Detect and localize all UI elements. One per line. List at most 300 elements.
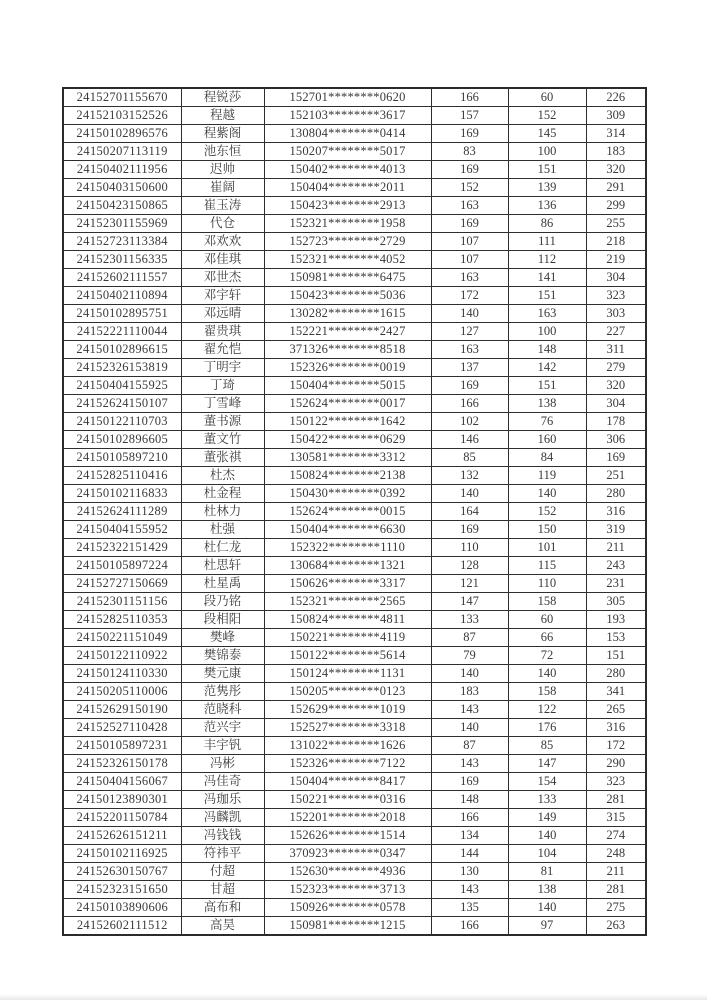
table-row — [63, 899, 646, 917]
score-2-cell: 100 — [508, 143, 586, 161]
table-row — [63, 557, 646, 575]
total-score-cell: 315 — [586, 809, 646, 827]
score-1-cell: 166 — [431, 88, 508, 107]
candidate-name-cell: 丁明宇 — [181, 359, 264, 377]
score-2-cell: 100 — [508, 323, 586, 341]
score-1-cell: 132 — [431, 467, 508, 485]
total-score-cell: 306 — [586, 431, 646, 449]
exam-number-cell: 24150102116833 — [63, 485, 181, 503]
id-number-masked-cell: 152322********1110 — [264, 539, 431, 557]
id-number-masked-cell: 150205********0123 — [264, 683, 431, 701]
exam-number-cell: 24150102116925 — [63, 845, 181, 863]
candidate-name-cell: 池东恒 — [181, 143, 264, 161]
total-score-cell: 169 — [586, 449, 646, 467]
exam-number-cell: 24150102896615 — [63, 341, 181, 359]
table-row — [63, 233, 646, 251]
exam-number-cell: 24150221151049 — [63, 629, 181, 647]
candidate-name-cell: 杜杰 — [181, 467, 264, 485]
exam-number-cell: 24150122110922 — [63, 647, 181, 665]
score-1-cell: 152 — [431, 179, 508, 197]
candidate-name-cell: 邓世杰 — [181, 269, 264, 287]
total-score-cell: 320 — [586, 377, 646, 395]
score-1-cell: 110 — [431, 539, 508, 557]
candidate-name-cell: 杜星禹 — [181, 575, 264, 593]
table-row — [63, 215, 646, 233]
candidate-name-cell: 翟贵琪 — [181, 323, 264, 341]
table-row — [63, 629, 646, 647]
table-row — [63, 809, 646, 827]
candidate-name-cell: 董书源 — [181, 413, 264, 431]
score-1-cell: 169 — [431, 161, 508, 179]
score-1-cell: 143 — [431, 701, 508, 719]
exam-number-cell: 24152629150190 — [63, 701, 181, 719]
candidate-name-cell: 段相阳 — [181, 611, 264, 629]
table-row — [63, 377, 646, 395]
score-2-cell: 85 — [508, 737, 586, 755]
score-2-cell: 141 — [508, 269, 586, 287]
score-2-cell: 151 — [508, 377, 586, 395]
candidate-name-cell: 冯麟凯 — [181, 809, 264, 827]
score-2-cell: 122 — [508, 701, 586, 719]
score-1-cell: 133 — [431, 611, 508, 629]
score-1-cell: 169 — [431, 521, 508, 539]
exam-number-cell: 24150207113119 — [63, 143, 181, 161]
exam-number-cell: 24152723113384 — [63, 233, 181, 251]
total-score-cell: 303 — [586, 305, 646, 323]
candidate-name-cell: 崔阔 — [181, 179, 264, 197]
total-score-cell: 218 — [586, 233, 646, 251]
table-row — [63, 827, 646, 845]
id-number-masked-cell: 152323********3713 — [264, 881, 431, 899]
candidate-name-cell: 程锐莎 — [181, 88, 264, 107]
candidate-name-cell: 甘超 — [181, 881, 264, 899]
total-score-cell: 183 — [586, 143, 646, 161]
table-row — [63, 917, 646, 936]
score-1-cell: 163 — [431, 269, 508, 287]
table-row — [63, 719, 646, 737]
score-2-cell: 86 — [508, 215, 586, 233]
score-1-cell: 107 — [431, 251, 508, 269]
table-row — [63, 611, 646, 629]
candidate-name-cell: 杜仁龙 — [181, 539, 264, 557]
exam-number-cell: 24152626151211 — [63, 827, 181, 845]
table-row — [63, 503, 646, 521]
total-score-cell: 304 — [586, 269, 646, 287]
score-2-cell: 101 — [508, 539, 586, 557]
score-2-cell: 112 — [508, 251, 586, 269]
score-1-cell: 146 — [431, 431, 508, 449]
id-number-masked-cell: 131022********1626 — [264, 737, 431, 755]
total-score-cell: 279 — [586, 359, 646, 377]
total-score-cell: 219 — [586, 251, 646, 269]
table-row — [63, 287, 646, 305]
id-number-masked-cell: 152701********0620 — [264, 88, 431, 107]
total-score-cell: 274 — [586, 827, 646, 845]
exam-number-cell: 24152221110044 — [63, 323, 181, 341]
exam-number-cell: 24150102896576 — [63, 125, 181, 143]
score-1-cell: 166 — [431, 917, 508, 936]
total-score-cell: 248 — [586, 845, 646, 863]
table-row — [63, 539, 646, 557]
score-2-cell: 119 — [508, 467, 586, 485]
score-2-cell: 142 — [508, 359, 586, 377]
table-row — [63, 143, 646, 161]
score-1-cell: 83 — [431, 143, 508, 161]
score-2-cell: 110 — [508, 575, 586, 593]
table-row — [63, 593, 646, 611]
exam-number-cell: 24150402111956 — [63, 161, 181, 179]
score-2-cell: 151 — [508, 161, 586, 179]
exam-number-cell: 24150423150865 — [63, 197, 181, 215]
total-score-cell: 281 — [586, 881, 646, 899]
total-score-cell: 263 — [586, 917, 646, 936]
score-2-cell: 158 — [508, 593, 586, 611]
score-1-cell: 135 — [431, 899, 508, 917]
candidate-name-cell: 邓欢欢 — [181, 233, 264, 251]
table-row — [63, 845, 646, 863]
total-score-cell: 231 — [586, 575, 646, 593]
score-2-cell: 154 — [508, 773, 586, 791]
score-1-cell: 144 — [431, 845, 508, 863]
id-number-masked-cell: 130804********0414 — [264, 125, 431, 143]
candidate-name-cell: 樊峰 — [181, 629, 264, 647]
candidate-name-cell: 樊锦泰 — [181, 647, 264, 665]
score-table — [62, 87, 647, 936]
score-2-cell: 72 — [508, 647, 586, 665]
table-row — [63, 485, 646, 503]
table-row — [63, 773, 646, 791]
candidate-name-cell: 丁雪峰 — [181, 395, 264, 413]
id-number-masked-cell: 152321********4052 — [264, 251, 431, 269]
candidate-name-cell: 冯彬 — [181, 755, 264, 773]
candidate-name-cell: 邓远晴 — [181, 305, 264, 323]
table-row — [63, 467, 646, 485]
score-2-cell: 140 — [508, 485, 586, 503]
total-score-cell: 323 — [586, 287, 646, 305]
candidate-name-cell: 程越 — [181, 107, 264, 125]
id-number-masked-cell: 152723********2729 — [264, 233, 431, 251]
total-score-cell: 172 — [586, 737, 646, 755]
total-score-cell: 341 — [586, 683, 646, 701]
candidate-name-cell: 邓宇轩 — [181, 287, 264, 305]
candidate-name-cell: 冯珈乐 — [181, 791, 264, 809]
table-row — [63, 755, 646, 773]
score-1-cell: 147 — [431, 593, 508, 611]
exam-number-cell: 24152323151650 — [63, 881, 181, 899]
exam-number-cell: 24152825110416 — [63, 467, 181, 485]
score-2-cell: 133 — [508, 791, 586, 809]
score-1-cell: 164 — [431, 503, 508, 521]
id-number-masked-cell: 150404********2011 — [264, 179, 431, 197]
exam-number-cell: 24150105897210 — [63, 449, 181, 467]
score-1-cell: 107 — [431, 233, 508, 251]
exam-number-cell: 24152630150767 — [63, 863, 181, 881]
total-score-cell: 227 — [586, 323, 646, 341]
score-2-cell: 60 — [508, 611, 586, 629]
id-number-masked-cell: 130282********1615 — [264, 305, 431, 323]
table-row — [63, 179, 646, 197]
exam-number-cell: 24150205110006 — [63, 683, 181, 701]
id-number-masked-cell: 150122********5614 — [264, 647, 431, 665]
id-number-masked-cell: 150124********1131 — [264, 665, 431, 683]
exam-number-cell: 24152103152526 — [63, 107, 181, 125]
total-score-cell: 290 — [586, 755, 646, 773]
table-row — [63, 197, 646, 215]
total-score-cell: 314 — [586, 125, 646, 143]
table-row — [63, 413, 646, 431]
candidate-name-cell: 丁琦 — [181, 377, 264, 395]
exam-number-cell: 24150103890606 — [63, 899, 181, 917]
table-row — [63, 341, 646, 359]
id-number-masked-cell: 150626********3317 — [264, 575, 431, 593]
exam-number-cell: 24152727150669 — [63, 575, 181, 593]
id-number-masked-cell: 150402********4013 — [264, 161, 431, 179]
exam-number-cell: 24150403150600 — [63, 179, 181, 197]
exam-number-cell: 24150102896605 — [63, 431, 181, 449]
exam-number-cell: 24152301151156 — [63, 593, 181, 611]
id-number-masked-cell: 152221********2427 — [264, 323, 431, 341]
score-1-cell: 134 — [431, 827, 508, 845]
exam-number-cell: 24152326153819 — [63, 359, 181, 377]
candidate-name-cell: 高布和 — [181, 899, 264, 917]
id-number-masked-cell: 150122********1642 — [264, 413, 431, 431]
table-row — [63, 647, 646, 665]
candidate-name-cell: 冯佳奇 — [181, 773, 264, 791]
table-row — [63, 431, 646, 449]
score-2-cell: 151 — [508, 287, 586, 305]
table-row — [63, 125, 646, 143]
score-2-cell: 152 — [508, 107, 586, 125]
exam-number-cell: 24152624111289 — [63, 503, 181, 521]
exam-number-cell: 24152602111512 — [63, 917, 181, 936]
candidate-name-cell: 翟允恺 — [181, 341, 264, 359]
candidate-name-cell: 崔玉涛 — [181, 197, 264, 215]
score-table-body — [63, 88, 646, 935]
id-number-masked-cell: 152624********0015 — [264, 503, 431, 521]
score-1-cell: 143 — [431, 755, 508, 773]
candidate-name-cell: 杜强 — [181, 521, 264, 539]
id-number-masked-cell: 371326********8518 — [264, 341, 431, 359]
total-score-cell: 311 — [586, 341, 646, 359]
score-2-cell: 76 — [508, 413, 586, 431]
id-number-masked-cell: 150824********2138 — [264, 467, 431, 485]
id-number-masked-cell: 150981********1215 — [264, 917, 431, 936]
score-2-cell: 139 — [508, 179, 586, 197]
total-score-cell: 275 — [586, 899, 646, 917]
candidate-name-cell: 杜思轩 — [181, 557, 264, 575]
candidate-name-cell: 冯钱钱 — [181, 827, 264, 845]
total-score-cell: 316 — [586, 503, 646, 521]
exam-number-cell: 24152825110353 — [63, 611, 181, 629]
score-1-cell: 127 — [431, 323, 508, 341]
exam-number-cell: 24152602111557 — [63, 269, 181, 287]
table-row — [63, 683, 646, 701]
score-2-cell: 158 — [508, 683, 586, 701]
id-number-masked-cell: 150423********2913 — [264, 197, 431, 215]
score-2-cell: 140 — [508, 899, 586, 917]
candidate-name-cell: 丰宇钒 — [181, 737, 264, 755]
exam-number-cell: 24152527110428 — [63, 719, 181, 737]
total-score-cell: 211 — [586, 539, 646, 557]
total-score-cell: 280 — [586, 485, 646, 503]
id-number-masked-cell: 130684********1321 — [264, 557, 431, 575]
table-row — [63, 881, 646, 899]
total-score-cell: 226 — [586, 88, 646, 107]
total-score-cell: 316 — [586, 719, 646, 737]
score-2-cell: 138 — [508, 881, 586, 899]
score-1-cell: 148 — [431, 791, 508, 809]
exam-number-cell: 24150102895751 — [63, 305, 181, 323]
table-row — [63, 269, 646, 287]
table-row — [63, 575, 646, 593]
score-1-cell: 87 — [431, 629, 508, 647]
table-row — [63, 665, 646, 683]
score-1-cell: 140 — [431, 305, 508, 323]
total-score-cell: 251 — [586, 467, 646, 485]
score-1-cell: 169 — [431, 773, 508, 791]
candidate-name-cell: 符祎平 — [181, 845, 264, 863]
total-score-cell: 280 — [586, 665, 646, 683]
score-2-cell: 152 — [508, 503, 586, 521]
exam-number-cell: 24150124110330 — [63, 665, 181, 683]
total-score-cell: 309 — [586, 107, 646, 125]
score-1-cell: 157 — [431, 107, 508, 125]
score-1-cell: 169 — [431, 215, 508, 233]
score-1-cell: 128 — [431, 557, 508, 575]
id-number-masked-cell: 150404********5015 — [264, 377, 431, 395]
table-row — [63, 791, 646, 809]
score-2-cell: 149 — [508, 809, 586, 827]
exam-number-cell: 24150404155925 — [63, 377, 181, 395]
total-score-cell: 243 — [586, 557, 646, 575]
candidate-name-cell: 程紫阁 — [181, 125, 264, 143]
score-2-cell: 148 — [508, 341, 586, 359]
id-number-masked-cell: 150207********5017 — [264, 143, 431, 161]
score-1-cell: 163 — [431, 341, 508, 359]
id-number-masked-cell: 152630********4936 — [264, 863, 431, 881]
score-1-cell: 130 — [431, 863, 508, 881]
id-number-masked-cell: 150404********6630 — [264, 521, 431, 539]
score-1-cell: 140 — [431, 719, 508, 737]
candidate-name-cell: 董张祺 — [181, 449, 264, 467]
exam-number-cell: 24150122110703 — [63, 413, 181, 431]
total-score-cell: 323 — [586, 773, 646, 791]
id-number-masked-cell: 152629********1019 — [264, 701, 431, 719]
exam-number-cell: 24152301156335 — [63, 251, 181, 269]
score-1-cell: 102 — [431, 413, 508, 431]
exam-number-cell: 24152322151429 — [63, 539, 181, 557]
id-number-masked-cell: 152527********3318 — [264, 719, 431, 737]
score-1-cell: 140 — [431, 485, 508, 503]
candidate-name-cell: 代仓 — [181, 215, 264, 233]
candidate-name-cell: 范隽彤 — [181, 683, 264, 701]
score-2-cell: 145 — [508, 125, 586, 143]
table-row — [63, 323, 646, 341]
id-number-masked-cell: 130581********3312 — [264, 449, 431, 467]
score-2-cell: 111 — [508, 233, 586, 251]
id-number-masked-cell: 150926********0578 — [264, 899, 431, 917]
table-row — [63, 161, 646, 179]
id-number-masked-cell: 152626********1514 — [264, 827, 431, 845]
score-1-cell: 183 — [431, 683, 508, 701]
table-row — [63, 701, 646, 719]
score-1-cell: 166 — [431, 395, 508, 413]
id-number-masked-cell: 152201********2018 — [264, 809, 431, 827]
exam-number-cell: 24152201150784 — [63, 809, 181, 827]
score-1-cell: 143 — [431, 881, 508, 899]
table-row — [63, 107, 646, 125]
candidate-name-cell: 范兴宇 — [181, 719, 264, 737]
candidate-name-cell: 邓佳琪 — [181, 251, 264, 269]
candidate-name-cell: 范晓科 — [181, 701, 264, 719]
candidate-name-cell: 杜林力 — [181, 503, 264, 521]
score-1-cell: 79 — [431, 647, 508, 665]
candidate-name-cell: 樊元康 — [181, 665, 264, 683]
table-row — [63, 88, 646, 107]
id-number-masked-cell: 150430********0392 — [264, 485, 431, 503]
exam-number-cell: 24150404155952 — [63, 521, 181, 539]
total-score-cell: 281 — [586, 791, 646, 809]
candidate-name-cell: 付超 — [181, 863, 264, 881]
score-1-cell: 169 — [431, 377, 508, 395]
candidate-name-cell: 杜金程 — [181, 485, 264, 503]
exam-number-cell: 24150402110894 — [63, 287, 181, 305]
score-2-cell: 150 — [508, 521, 586, 539]
id-number-masked-cell: 150404********8417 — [264, 773, 431, 791]
score-2-cell: 66 — [508, 629, 586, 647]
total-score-cell: 305 — [586, 593, 646, 611]
exam-number-cell: 24150105897224 — [63, 557, 181, 575]
score-2-cell: 140 — [508, 665, 586, 683]
score-2-cell: 104 — [508, 845, 586, 863]
score-2-cell: 97 — [508, 917, 586, 936]
table-row — [63, 395, 646, 413]
total-score-cell: 291 — [586, 179, 646, 197]
table-row — [63, 737, 646, 755]
score-2-cell: 176 — [508, 719, 586, 737]
page-bottom-edge-shadow — [0, 994, 707, 1000]
total-score-cell: 304 — [586, 395, 646, 413]
score-1-cell: 85 — [431, 449, 508, 467]
total-score-cell: 153 — [586, 629, 646, 647]
exam-number-cell: 24152624150107 — [63, 395, 181, 413]
score-1-cell: 169 — [431, 125, 508, 143]
score-1-cell: 172 — [431, 287, 508, 305]
table-row — [63, 521, 646, 539]
id-number-masked-cell: 152321********2565 — [264, 593, 431, 611]
score-1-cell: 163 — [431, 197, 508, 215]
score-1-cell: 87 — [431, 737, 508, 755]
id-number-masked-cell: 150423********5036 — [264, 287, 431, 305]
candidate-name-cell: 高昊 — [181, 917, 264, 936]
table-row — [63, 305, 646, 323]
score-1-cell: 140 — [431, 665, 508, 683]
exam-number-cell: 24150123890301 — [63, 791, 181, 809]
candidate-name-cell: 迟帅 — [181, 161, 264, 179]
total-score-cell: 265 — [586, 701, 646, 719]
score-2-cell: 81 — [508, 863, 586, 881]
total-score-cell: 319 — [586, 521, 646, 539]
score-1-cell: 121 — [431, 575, 508, 593]
id-number-masked-cell: 152326********0019 — [264, 359, 431, 377]
table-row — [63, 863, 646, 881]
score-2-cell: 136 — [508, 197, 586, 215]
candidate-name-cell: 董文竹 — [181, 431, 264, 449]
total-score-cell: 151 — [586, 647, 646, 665]
total-score-cell: 211 — [586, 863, 646, 881]
total-score-cell: 255 — [586, 215, 646, 233]
total-score-cell: 178 — [586, 413, 646, 431]
